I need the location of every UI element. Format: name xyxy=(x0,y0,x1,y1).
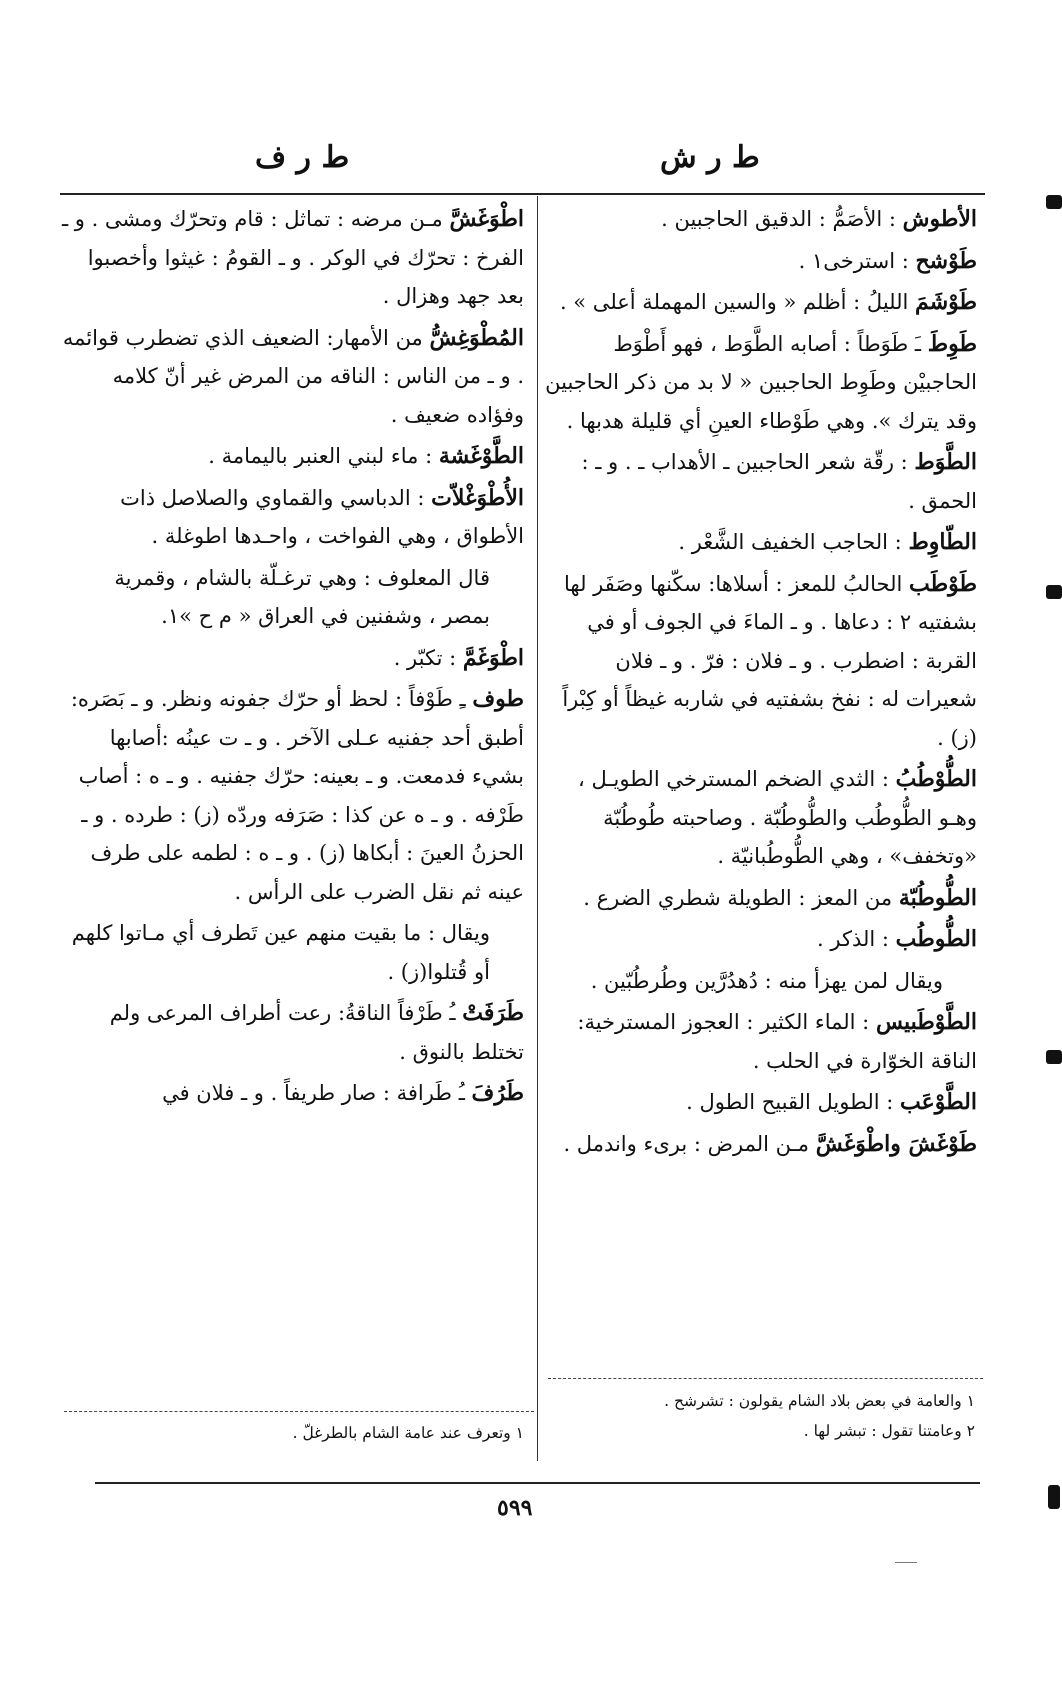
footnotes-left xyxy=(64,1418,524,1448)
page-number: ٥٩٩ xyxy=(497,1495,533,1521)
entry-definition: : رقّة شعر الحاجبين ـ الأهداب ـ . و ـ : الحمق . xyxy=(581,450,977,513)
header-root-right: ط ر ش xyxy=(660,140,760,175)
entry-definition: : ماء لبني العنبر باليمامة . xyxy=(208,444,433,468)
dictionary-entry xyxy=(545,879,977,918)
dictionary-entry xyxy=(60,437,524,476)
dictionary-entry xyxy=(545,760,977,876)
dictionary-entry xyxy=(60,200,524,316)
scan-stray-dash xyxy=(895,1562,917,1563)
dictionary-entry xyxy=(60,639,524,678)
dictionary-entry xyxy=(545,565,977,758)
entry-definition: : الذكر . xyxy=(817,927,889,951)
entry-headword: طَوْشح xyxy=(915,247,977,274)
scan-edge-mark xyxy=(1046,195,1062,209)
dictionary-entry xyxy=(545,1083,977,1122)
entry-headword: المُطْوَغِشُّ xyxy=(429,324,524,351)
entry-definition: : الثدي الضخم المسترخي الطويـل ، وهـو الطُّوطُب والطُّوطُبّة . وصاحبته طُوطُبّة «وتخفف» ، وهي الطُّوطُبانيّة . xyxy=(578,767,977,868)
entry-headword: الأُطْوَغْلاّت xyxy=(431,484,524,511)
dictionary-entry xyxy=(60,914,524,991)
dictionary-entry xyxy=(545,200,977,239)
footnote: ٢ وعامتنا تقول : تبشر لها . xyxy=(803,1422,975,1440)
dictionary-entry xyxy=(545,962,977,1001)
footnotes-right xyxy=(550,1386,975,1446)
dictionary-entry xyxy=(60,479,524,556)
entry-headword: طَرُفَ xyxy=(471,1080,524,1106)
entry-headword: الطُّوطُب xyxy=(895,926,977,952)
entry-headword: الطُّوْطُبُ xyxy=(895,766,977,792)
entry-headword: الأطوش xyxy=(902,206,977,232)
footer-rule xyxy=(95,1482,980,1484)
entry-definition: من الأمهار: الضعيف الذي تضطرب قوائمه . و ـ من الناس : الناقه من المرض غير أنّ كلامه وفؤاده ضعيف . xyxy=(62,325,524,427)
footnote: ١ وتعرف عند عامة الشام بالطرغلّ . xyxy=(292,1424,524,1442)
entry-definition: : استرخى١ . xyxy=(798,248,909,273)
dictionary-entry xyxy=(60,319,524,435)
dictionary-entry xyxy=(545,443,977,520)
entry-definition: : الأصَمُّ : الدقيق الحاجبين . xyxy=(661,207,896,231)
entry-definition: الليلُ : أظلم « والسين المهملة أعلى » . xyxy=(559,290,909,314)
entry-definition: ـُ طَرْفاً الناقةُ: رعت أطراف المرعى ولم تختلط بالنوق . xyxy=(109,1001,524,1064)
entry-headword: الطّاوِط xyxy=(908,529,977,555)
right-column xyxy=(545,200,977,1166)
dictionary-entry xyxy=(545,1003,977,1080)
entry-headword: طَرَفَتْ xyxy=(462,1000,524,1026)
entry-definition: ـِ طَوْفاً : لحظ أو حرّك جفونه ونظر. و ـ بَصَره: أطبق أحد جفنيه عـلى الآخر . و ـ ت عينُه :أصابها بشيء فدمعت. و ـ بعينه: حرّك جفنيه . و ـ ه : أصاب طَرْفه . و ـ ه عن كذا : صَرَفه وردّه (ز) : طرده . و ـ الحزنُ العينَ : أبكاها (ز) . و ـ ه : لطمه على طرف عينه ثم نقل الضرب على الرأس . xyxy=(70,687,524,904)
entry-definition: قال المعلوف : وهي ترغـلّة بالشام ، وقمرية بمصر ، وشفنين في العراق « م ح »١. xyxy=(114,565,490,628)
dictionary-entry xyxy=(60,559,524,636)
entry-headword: الطُّوطُبّة xyxy=(898,884,977,911)
entry-definition: : تكبّر . xyxy=(393,645,457,670)
scan-edge-mark xyxy=(1046,1050,1062,1064)
footnote-rule-left xyxy=(64,1411,534,1412)
entry-headword: طوف xyxy=(472,686,524,712)
column-divider xyxy=(537,196,538,1461)
entry-headword: طَوْشَمَ xyxy=(915,289,977,315)
scan-edge-mark xyxy=(1046,585,1062,599)
dictionary-entry xyxy=(545,283,977,322)
entry-definition: ـَ طَوَطاً : أصابه الطَّوَط ، فهو أَطْوَط الحاجبيْن وطَوِط الحاجبين « لا بد من ذكر الحاجبين وقد يترك ». وهي طَوْطاء العينِ أي قليلة هدبها . xyxy=(545,331,977,433)
footnote-rule-right xyxy=(548,1378,983,1379)
entry-headword: طَوْغَشَ واطْوَغَشَّ xyxy=(815,1130,977,1157)
dictionary-entry xyxy=(60,994,524,1071)
entry-headword: طَوْطَب xyxy=(909,570,977,597)
entry-headword: الطَّوْعَب xyxy=(900,1089,977,1115)
entry-headword: الطَّوْغَشة xyxy=(438,443,524,469)
entry-headword: طَوِطَ xyxy=(927,330,977,357)
entry-headword: الطَّوَط xyxy=(914,449,977,475)
dictionary-entry xyxy=(545,920,977,959)
entry-definition: الحالبُ للمعز : أسلاها: سكّنها وصَفَر لها بشفتيه ٢ : دعاها . و ـ الماءَ في الجوف أو في القربة : اضطرب . و ـ فلان : فرّ . و ـ فلان شعيرات له : نفخ بشفتيه في شاربه غيظاً أو كِبْراً (ز) . xyxy=(562,571,977,750)
dictionary-entry xyxy=(545,325,977,441)
header-root-left: ط ر ف xyxy=(255,140,350,175)
dictionary-entry xyxy=(545,242,977,281)
entry-definition: ويقال : ما بقيت منهم عين تَطرف أي مـاتوا كلهم أو قُتلوا(ز) . xyxy=(71,921,490,984)
entry-definition: مـن مرضه : تماثل : قام وتحرّك ومشى . و ـ الفرخ : تحرّك في الوكر . و ـ القومُ : غيثوا وأخصبوا بعد جهد وهزال . xyxy=(61,207,524,308)
dictionary-entry xyxy=(545,523,977,562)
entry-definition: : الحاجب الخفيف الشَّعْر . xyxy=(678,530,902,554)
entry-headword: اطْوَغَشَّ xyxy=(449,206,524,232)
dictionary-entry xyxy=(60,680,524,911)
header-rule xyxy=(60,193,985,195)
entry-definition: مـن المرض : برىء واندمل . xyxy=(563,1131,810,1156)
entry-definition: ويقال لمن يهزأ منه : دُهدُرَّين وطُرطُبّين . xyxy=(590,968,943,993)
entry-headword: اطْوَغَمَّ xyxy=(462,644,524,671)
footnote: ١ والعامة في بعض بلاد الشام يقولون : تشرشح . xyxy=(664,1392,975,1410)
dictionary-entry xyxy=(545,1125,977,1164)
entry-definition: : الطويل القبيح الطول . xyxy=(686,1090,894,1114)
entry-definition: من المعز : الطويلة شطري الضرع . xyxy=(583,885,893,910)
entry-definition: : الدباسي والقماوي والصلاصل ذات الأطواق ، وهي الفواخت ، واحـدها اطوغلة . xyxy=(120,485,524,548)
left-column xyxy=(60,200,524,1116)
entry-definition: ـُ طَرافة : صار طريفاً . و ـ فلان في xyxy=(162,1081,465,1105)
entry-headword: الطَّوْطَبيس xyxy=(875,1009,977,1035)
dictionary-entry xyxy=(60,1074,524,1113)
entry-definition: : الماء الكثير : العجوز المسترخية: الناقة الخوّارة في الحلب . xyxy=(577,1010,977,1073)
scan-edge-mark xyxy=(1048,1485,1060,1509)
